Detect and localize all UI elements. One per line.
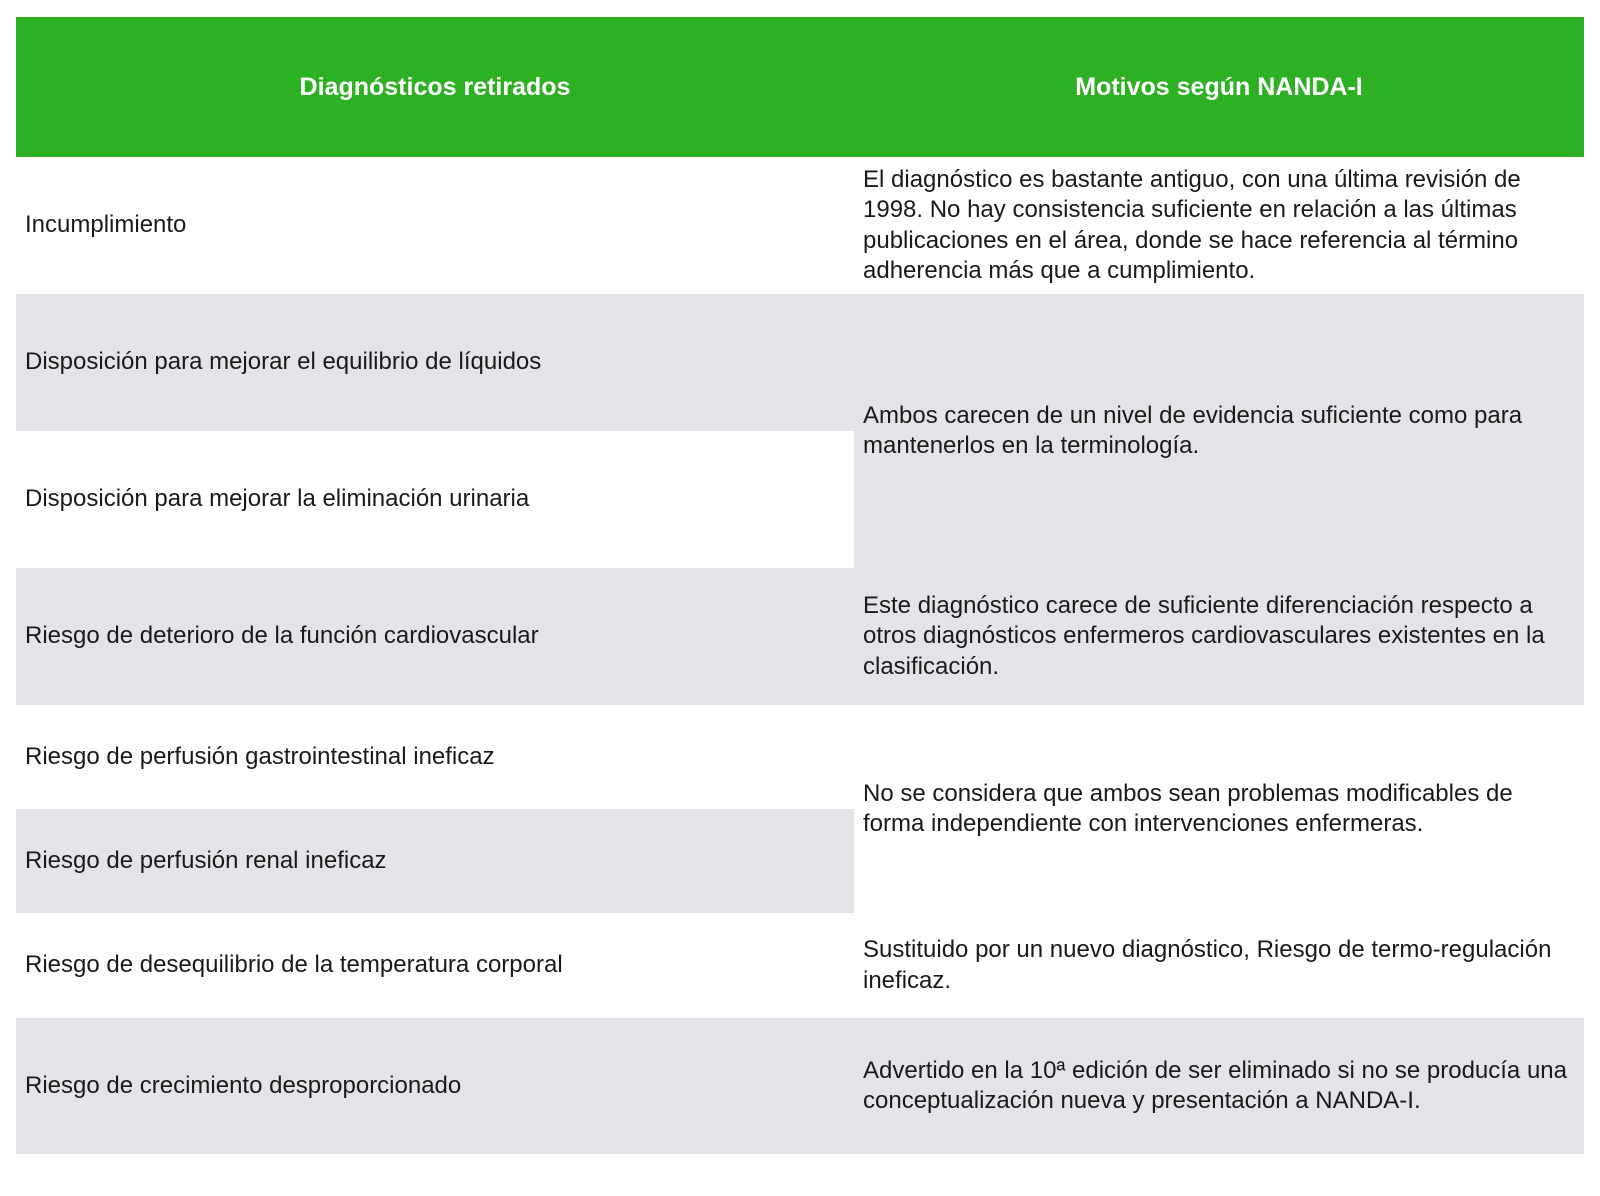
- diagnosis-cell: Riesgo de crecimiento desproporcionado: [16, 1018, 854, 1154]
- diagnosis-cell: Incumplimiento: [16, 157, 854, 294]
- diagnosis-cell: Riesgo de deterioro de la función cardiovascular: [16, 568, 854, 705]
- diagnosis-cell: Riesgo de desequilibrio de la temperatura corporal: [16, 913, 854, 1018]
- reason-cell: Ambos carecen de un nivel de evidencia suficiente como para mantenerlos en la terminología.: [854, 294, 1584, 568]
- diagnosis-cell: Disposición para mejorar el equilibrio de líquidos: [16, 294, 854, 431]
- retired-diagnoses-table: [16, 17, 1584, 1177]
- reason-cell: No se considera que ambos sean problemas modificables de forma independiente con intervenciones enfermeras.: [854, 705, 1584, 913]
- reason-cell: Advertido en la 10ª edición de ser eliminado si no se producía una conceptualización nueva y presentación a NANDA-I.: [854, 1018, 1584, 1154]
- reason-cell: Sustituido por un nuevo diagnóstico, Riesgo de termo-regulación ineficaz.: [854, 913, 1584, 1018]
- diagnosis-cell: Riesgo de perfusión renal ineficaz: [16, 809, 854, 913]
- header-diagnoses: Diagnósticos retirados: [299, 72, 571, 101]
- diagnosis-cell: Disposición para mejorar la eliminación urinaria: [16, 431, 854, 568]
- diagnosis-cell: Riesgo de perfusión gastrointestinal ineficaz: [16, 705, 854, 809]
- header-reasons: Motivos según NANDA-I: [1075, 72, 1363, 101]
- table-body: [16, 157, 1584, 1177]
- reason-cell: Este diagnóstico carece de suficiente diferenciación respecto a otros diagnósticos enfermeros cardiovasculares existentes en la clasificación.: [854, 568, 1584, 705]
- table-header: [16, 17, 1584, 157]
- reason-cell: El diagnóstico es bastante antiguo, con una última revisión de 1998. No hay consistencia suficiente en relación a las últimas publicaciones en el área, donde se hace referencia al término adherencia más que a cumplimiento.: [854, 157, 1584, 294]
